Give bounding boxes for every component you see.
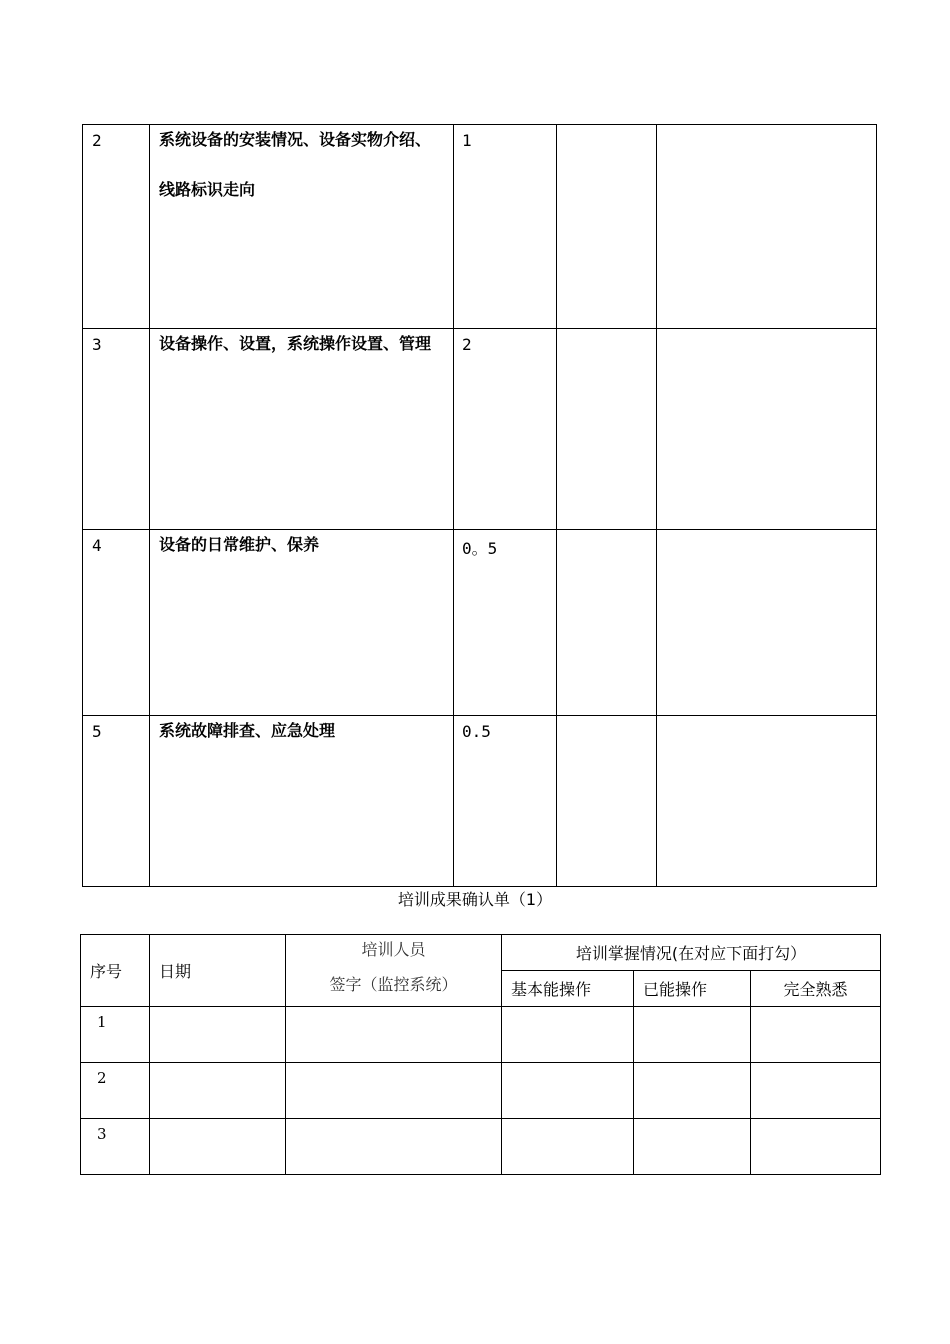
row-number: 3 [83,329,150,530]
training-plan-table [82,124,877,887]
training-hours: 0。5 [454,530,557,716]
trainee-header-line2: 签字（监控系统） [329,975,458,994]
table-row [81,1119,881,1175]
seq-header: 序号 [81,935,150,1007]
training-content-text: 系统设备的安装情况、设备实物介绍、线路标识走向 [159,130,432,199]
table-row [83,530,877,716]
empty-cell [557,716,657,887]
basic-operation-cell[interactable] [502,1007,634,1063]
empty-cell [657,125,877,329]
basic-operation-header: 基本能操作 [502,971,634,1007]
training-hours: 2 [454,329,557,530]
trainee-signature-header [286,935,502,1007]
signature-cell[interactable] [286,1119,502,1175]
confirm-form-title: 培训成果确认单（1） [397,890,553,909]
header-row [81,935,881,971]
can-operate-cell[interactable] [634,1119,751,1175]
signature-cell[interactable] [286,1007,502,1063]
mastery-header: 培训掌握情况(在对应下面打勾） [502,935,881,971]
fully-familiar-cell[interactable] [751,1007,881,1063]
row-number: 2 [83,125,150,329]
training-confirm-table [80,934,881,1175]
training-content-text: 设备的日常维护、保养 [159,535,320,554]
empty-cell [657,530,877,716]
empty-cell [557,329,657,530]
training-content-text: 设备操作、设置，系统操作设置、管理 [159,334,432,353]
date-cell[interactable] [150,1119,286,1175]
table-row [81,1063,881,1119]
table-row [83,329,877,530]
can-operate-cell[interactable] [634,1007,751,1063]
training-content [150,716,454,887]
training-content [150,329,454,530]
row-number: 3 [81,1119,150,1175]
can-operate-cell[interactable] [634,1063,751,1119]
table-row [81,1007,881,1063]
empty-cell [557,125,657,329]
basic-operation-cell[interactable] [502,1063,634,1119]
date-cell[interactable] [150,1007,286,1063]
training-hours: 0.5 [454,716,557,887]
row-number: 4 [83,530,150,716]
date-cell[interactable] [150,1063,286,1119]
training-content [150,530,454,716]
empty-cell [657,716,877,887]
trainee-header-line1: 培训人员 [361,940,426,959]
fully-familiar-cell[interactable] [751,1119,881,1175]
basic-operation-cell[interactable] [502,1119,634,1175]
empty-cell [657,329,877,530]
fully-familiar-header: 完全熟悉 [751,971,881,1007]
date-header: 日期 [150,935,286,1007]
table-row [83,716,877,887]
training-content-text: 系统故障排查、应急处理 [159,721,336,740]
table-row [83,125,877,329]
training-hours: 1 [454,125,557,329]
signature-cell[interactable] [286,1063,502,1119]
training-content [150,125,454,329]
row-number: 2 [81,1063,150,1119]
empty-cell [557,530,657,716]
can-operate-header: 已能操作 [634,971,751,1007]
fully-familiar-cell[interactable] [751,1063,881,1119]
row-number: 1 [81,1007,150,1063]
row-number: 5 [83,716,150,887]
